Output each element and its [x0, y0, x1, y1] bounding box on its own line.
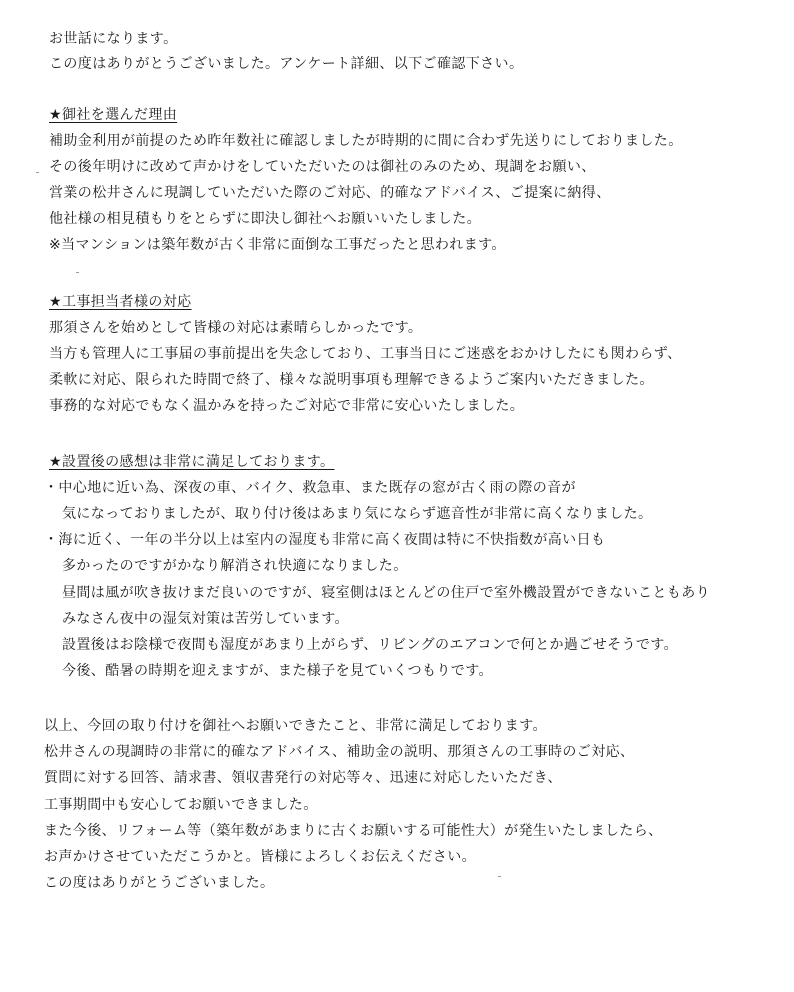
closing-line: 以上、今回の取り付けを御社へお願いできたこと、非常に満足しております。 — [44, 718, 547, 734]
reason-line: ※当マンションは築年数が古く非常に面倒な工事だったと思われます。 — [49, 237, 506, 253]
after-line: ・中心地に近い為、深夜の車、バイク、救急車、また既存の窓が古く雨の際の音が — [44, 480, 576, 496]
after-line: 設置後はお陰様で夜間も湿度があまり上がらず、リビングのエアコンで何とか過ごせそうです。 — [62, 637, 678, 653]
staff-line: 柔軟に対応、限られた時間で終了、様々な説明事項も理解できるようご案内いただきました。 — [49, 372, 654, 388]
reason-line: 営業の松井さんに現調していただいた際のご対応、的確なアドバイス、ご提案に納得、 — [49, 185, 611, 201]
closing-line: 工事期間中も安心してお願いできました。 — [44, 797, 318, 813]
closing-line: この度はありがとうございました。 — [44, 875, 275, 891]
after-line: ・海に近く、一年の半分以上は室内の湿度も非常に高く夜間は特に不快指数が高い日も — [44, 532, 606, 548]
staff-line: 事務的な対応でもなく温かみを持ったご対応で非常に安心いたしました。 — [49, 398, 525, 414]
after-line: 気になっておりましたが、取り付け後はあまり気にならず遮音性が非常に高くなりました。 — [62, 506, 653, 522]
reason-line: 補助金利用が前提のため昨年数社に確認しましたが時期的に間に合わず先送りにしておりました。 — [49, 133, 683, 149]
after-line: みなさん夜中の湿気対策は苦労しています。 — [62, 611, 349, 627]
scan-speck — [76, 272, 79, 273]
greeting-line: お世話になります。 — [49, 31, 178, 47]
after-line: 多かったのですがかなり解消され快適になりました。 — [62, 558, 408, 574]
closing-line: お声かけさせていただこうかと。皆様によろしくお伝えください。 — [44, 849, 476, 865]
thanks-line: この度はありがとうございました。アンケート詳細、以下ご確認下さい。 — [49, 56, 524, 72]
after-line: 昼間は風が吹き抜けまだ良いのですが、寝室側はほとんどの住戸で室外機設置ができないこともあり — [62, 585, 710, 601]
after-line: 今後、酷暑の時期を迎えますが、また様子を見ていくつもりです。 — [62, 663, 493, 679]
staff-line: 当方も管理人に工事届の事前提出を失念しており、工事当日にご迷惑をおかけしたにも関わらず、 — [49, 346, 682, 362]
scan-speck — [498, 876, 501, 877]
reason-line: その後年明けに改めて声かけをしていただいたのは御社のみのため、現調をお願い、 — [49, 159, 596, 175]
closing-line: 松井さんの現調時の非常に的確なアドバイス、補助金の説明、那須さんの工事時のご対応、 — [44, 744, 635, 760]
staff-line: 那須さんを始めとして皆様の対応は素晴らしかったです。 — [49, 320, 423, 336]
closing-line: また今後、リフォーム等（築年数があまりに古くお願いする可能性大）が発生いたしましたら、 — [44, 823, 663, 839]
reason-line: 他社様の相見積もりをとらずに即決し御社へお願いいたしました。 — [49, 211, 481, 227]
section-after-heading: ★設置後の感想は非常に満足しております。 — [49, 454, 335, 470]
section-staff-heading: ★工事担当者様の対応 — [49, 294, 192, 310]
closing-line: 質問に対する回答、請求書、領収書発行の対応等々、迅速に対応したいただき、 — [44, 770, 562, 786]
section-reason-heading: ★御社を選んだ理由 — [49, 107, 178, 123]
scan-speck — [36, 172, 39, 173]
